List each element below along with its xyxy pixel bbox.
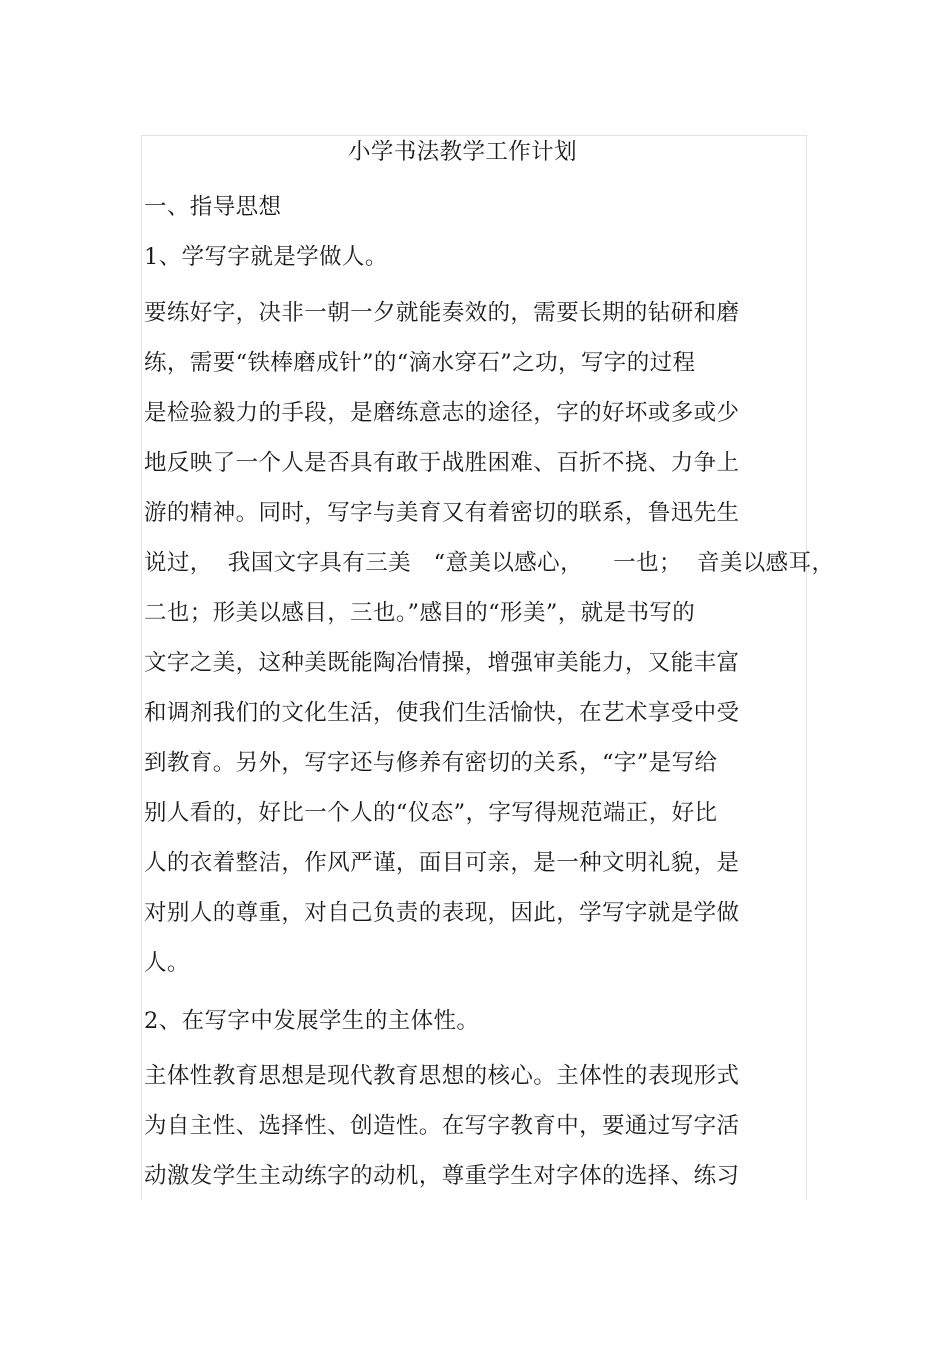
- paragraph-line: 游的精神。同时，写字与美育又有着密切的联系，鲁迅先生: [144, 500, 740, 526]
- paragraph-line: 人的衣着整洁，作风严谨，面目可亲，是一种文明礼貌，是: [144, 850, 740, 876]
- paragraph-line: 动激发学生主动练字的动机，尊重学生对字体的选择、练习: [144, 1163, 740, 1189]
- paragraph-line: 人。: [144, 950, 190, 976]
- paragraph-line: 和调剂我们的文化生活，使我们生活愉快，在艺术享受中受: [144, 700, 740, 726]
- paragraph-line: 对别人的尊重，对自己负责的表现，因此，学写字就是学做: [144, 900, 740, 926]
- paragraph-line: 别人看的，好比一个人的“仪态”，字写得规范端正，好比: [144, 800, 718, 826]
- paragraph-line: 说过， 我国文字具有三美 “意美以感心， 一也； 音美以感耳，: [144, 550, 835, 576]
- paragraph-line: 练，需要“铁棒磨成针”的“滴水穿石”之功，写字的过程: [144, 350, 696, 376]
- paragraph-line: 到教育。另外，写字还与修养有密切的关系，“字”是写给: [144, 750, 718, 776]
- paragraph-line: 主体性教育思想是现代教育思想的核心。主体性的表现形式: [144, 1063, 740, 1089]
- point2-heading: 2、在写字中发展学生的主体性。: [144, 1008, 480, 1034]
- point1-heading: 1、学写字就是学做人。: [144, 244, 388, 270]
- document-title: 小学书法教学工作计划: [347, 139, 577, 165]
- paragraph-line: 文字之美，这种美既能陶冶情操，增强审美能力，又能丰富: [144, 650, 740, 676]
- paragraph-line: 地反映了一个人是否具有敢于战胜困难、百折不挠、力争上: [144, 450, 740, 476]
- paragraph-line: 为自主性、选择性、创造性。在写字教育中，要通过写字活: [144, 1113, 740, 1139]
- paragraph-line: 要练好字，决非一朝一夕就能奏效的，需要长期的钻研和磨: [144, 300, 740, 326]
- section-heading: 一、指导思想: [144, 194, 282, 220]
- paragraph-line: 二也；形美以感目，三也。”感目的“形美”，就是书写的: [144, 600, 696, 626]
- paragraph-line: 是检验毅力的手段，是磨练意志的途径，字的好坏或多或少: [144, 400, 740, 426]
